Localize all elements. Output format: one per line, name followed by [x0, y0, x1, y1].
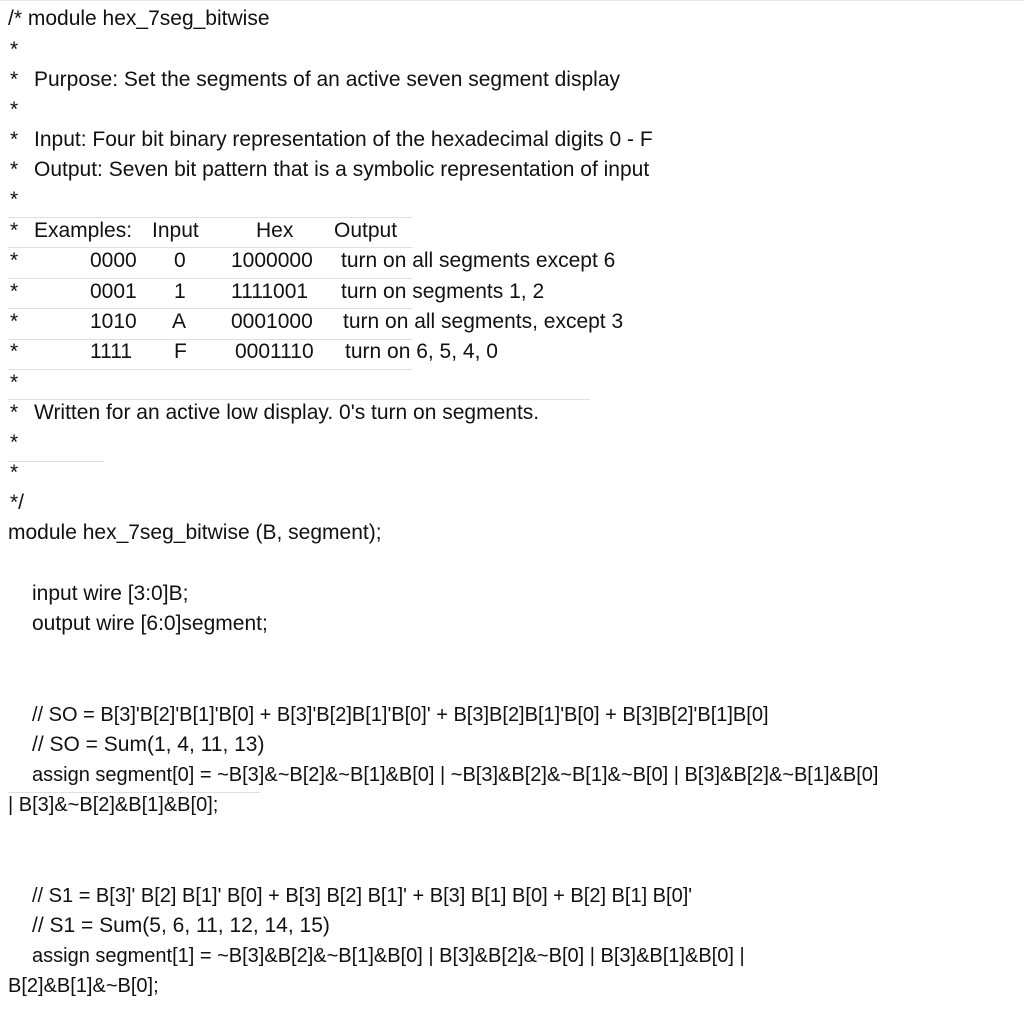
s0-comment-sum: // SO = Sum(1, 4, 11, 13)	[32, 733, 265, 756]
s0-comment-expression: // SO = B[3]'B[2]'B[1]'B[0] + B[3]'B[2]B[1]'B[0]' + B[3]B[2]B[1]'B[0] + B[3]B[2]'B[1]B[0]	[32, 704, 769, 726]
s1-assign-continuation: B[2]&B[1]&~B[0];	[8, 975, 159, 997]
s1-comment-sum: // S1 = Sum(5, 6, 11, 12, 14, 15)	[32, 914, 330, 937]
column-header-input: Input	[152, 219, 199, 242]
input-description-line: Input: Four bit binary representation of the hexadecimal digits 0 - F	[34, 128, 653, 151]
page-top-border	[0, 0, 1024, 1]
purpose-line: Purpose: Set the segments of an active seven segment display	[34, 68, 621, 91]
column-header-output: Output	[334, 219, 398, 242]
comment-star: *	[10, 158, 19, 181]
table-cell-hex: A	[172, 310, 187, 333]
table-cell-description: turn on all segments, except 3	[343, 310, 624, 333]
s1-assign-statement: assign segment[1] = ~B[3]&B[2]&~B[1]&B[0] | B[3]&B[2]&~B[0] | B[3]&B[1]&B[0] |	[32, 945, 745, 967]
table-cell-description: turn on 6, 5, 4, 0	[345, 340, 498, 363]
table-rule	[8, 369, 412, 370]
output-declaration: output wire [6:0]segment;	[32, 612, 268, 635]
comment-star: *	[10, 371, 19, 394]
table-cell-input: 0001	[90, 280, 137, 303]
table-cell-input: 0000	[90, 249, 137, 272]
table-cell-output: 1111001	[231, 280, 309, 303]
s0-assign-continuation: | B[3]&~B[2]&B[1]&B[0];	[8, 794, 219, 816]
comment-star: *	[10, 98, 19, 121]
s0-assign-statement: assign segment[0] = ~B[3]&~B[2]&~B[1]&B[0] | ~B[3]&B[2]&~B[1]&~B[0] | B[3]&B[2]&~B[1]&B[0]	[32, 764, 879, 786]
comment-close-line: */	[10, 491, 25, 514]
table-cell-hex: 0	[174, 249, 186, 272]
table-cell-hex: F	[174, 340, 187, 363]
table-cell-output: 0001000	[231, 310, 313, 333]
comment-star: *	[10, 219, 19, 242]
active-low-note: Written for an active low display. 0's turn on segments.	[34, 401, 540, 424]
s1-comment-expression: // S1 = B[3]' B[2] B[1]' B[0] + B[3] B[2] B[1]' + B[3] B[1] B[0] + B[2] B[1] B[0]'	[32, 885, 693, 907]
note-rule	[8, 461, 104, 462]
comment-star: *	[10, 188, 19, 211]
comment-star: *	[10, 340, 19, 363]
comment-star: *	[10, 431, 19, 454]
output-description-line: Output: Seven bit pattern that is a symbolic representation of input	[34, 158, 650, 181]
comment-star: *	[10, 401, 19, 424]
input-declaration: input wire [3:0]B;	[32, 582, 189, 605]
table-cell-input: 1010	[90, 310, 137, 333]
examples-label: Examples:	[34, 219, 133, 242]
table-cell-output: 1000000	[231, 249, 313, 272]
comment-star: *	[10, 68, 19, 91]
comment-star: *	[10, 128, 19, 151]
table-cell-description: turn on segments 1, 2	[341, 280, 545, 303]
comment-star: *	[10, 280, 19, 303]
table-cell-description: turn on all segments except 6	[341, 249, 616, 272]
comment-star: *	[10, 249, 19, 272]
comment-star: *	[10, 310, 19, 333]
table-cell-input: 1111	[90, 340, 133, 363]
module-declaration: module hex_7seg_bitwise (B, segment);	[8, 521, 382, 544]
table-cell-output: 0001110	[235, 340, 314, 363]
comment-open-line: /* module hex_7seg_bitwise	[8, 7, 270, 30]
comment-star: *	[10, 461, 19, 484]
comment-star: *	[10, 38, 19, 61]
table-cell-hex: 1	[174, 280, 186, 303]
column-header-hex: Hex	[256, 219, 294, 242]
